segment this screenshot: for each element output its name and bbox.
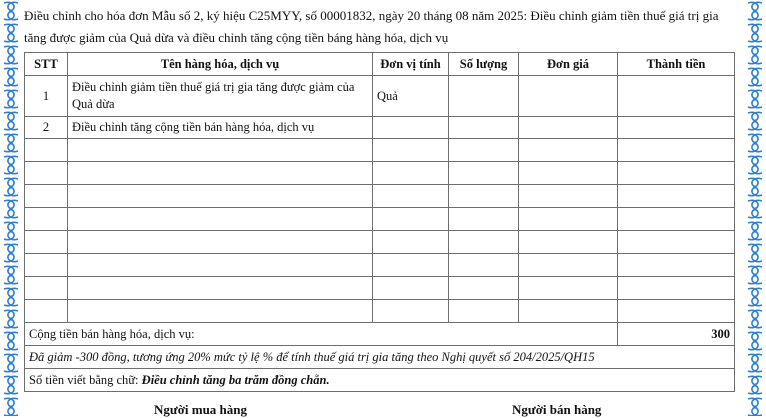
empty-table-row — [25, 277, 735, 300]
empty-cell — [25, 185, 68, 208]
cell-stt: 1 — [25, 76, 68, 117]
empty-cell — [618, 162, 735, 185]
empty-cell — [618, 231, 735, 254]
col-header-unit: Đơn vị tính — [373, 53, 449, 76]
total-value: 300 — [618, 323, 735, 346]
adjustment-description: Điều chỉnh cho hóa đơn Mẫu số 2, ký hiệu C25MYY, số 00001832, ngày 20 tháng 08 năm 2025: Điều chỉnh giảm tiền thuế giá trị gia tăng được giảm của Quả dừa và điều chỉnh tăng cộng tiền báng hàng hóa, dịch vụ — [24, 8, 719, 45]
empty-cell — [25, 231, 68, 254]
discount-row — [25, 346, 735, 369]
col-header-amount: Thành tiền — [618, 53, 735, 76]
empty-cell — [68, 162, 373, 185]
words-value: Điều chỉnh tăng ba trăm đồng chẵn. — [141, 372, 330, 387]
empty-cell — [449, 208, 519, 231]
decorative-border-left — [0, 0, 22, 416]
decorative-border-right — [744, 0, 766, 416]
empty-table-row — [25, 162, 735, 185]
cell-price — [519, 76, 618, 117]
empty-table-row — [25, 208, 735, 231]
total-row — [25, 323, 735, 346]
cell-name: Điều chỉnh tăng cộng tiền bán hàng hóa, dịch vụ — [68, 117, 373, 139]
empty-cell — [25, 277, 68, 300]
cell-amount — [618, 117, 735, 139]
cell-qty — [449, 76, 519, 117]
col-header-name: Tên hàng hóa, dịch vụ — [68, 53, 373, 76]
empty-cell — [449, 185, 519, 208]
empty-cell — [373, 139, 449, 162]
empty-cell — [25, 139, 68, 162]
table-row — [25, 117, 735, 139]
cell-price — [519, 117, 618, 139]
empty-cell — [25, 162, 68, 185]
empty-cell — [25, 208, 68, 231]
empty-cell — [449, 162, 519, 185]
empty-cell — [373, 300, 449, 323]
col-header-qty: Số lượng — [449, 53, 519, 76]
cell-unit: Quả — [373, 76, 449, 117]
amount-in-words-row — [25, 369, 735, 392]
col-header-price: Đơn giá — [519, 53, 618, 76]
empty-cell — [373, 185, 449, 208]
empty-cell — [449, 139, 519, 162]
empty-cell — [373, 162, 449, 185]
empty-cell — [68, 254, 373, 277]
empty-table-row — [25, 231, 735, 254]
empty-cell — [68, 231, 373, 254]
col-header-stt: STT — [25, 53, 68, 76]
empty-table-row — [25, 300, 735, 323]
table-header-row — [25, 53, 735, 76]
empty-cell — [68, 139, 373, 162]
buyer-signature-label: Người mua hàng — [154, 402, 248, 417]
empty-cell — [449, 300, 519, 323]
empty-cell — [449, 231, 519, 254]
total-label: Cộng tiền bán hàng hóa, dịch vụ: — [25, 323, 618, 346]
invoice-content — [23, 0, 734, 416]
empty-table-row — [25, 139, 735, 162]
empty-cell — [618, 300, 735, 323]
empty-cell — [519, 300, 618, 323]
empty-cell — [25, 254, 68, 277]
discount-note: Đã giảm -300 đồng, tương ứng 20% mức tỷ lệ % để tính thuế giá trị gia tăng theo Nghị quyết số 204/2025/QH15 — [25, 346, 735, 369]
empty-cell — [449, 277, 519, 300]
empty-cell — [68, 185, 373, 208]
empty-cell — [519, 208, 618, 231]
empty-cell — [519, 185, 618, 208]
empty-cell — [68, 300, 373, 323]
empty-cell — [618, 185, 735, 208]
cell-amount — [618, 76, 735, 117]
border-pattern-left-icon — [0, 0, 22, 416]
empty-cell — [519, 254, 618, 277]
empty-cell — [618, 208, 735, 231]
empty-table-row — [25, 254, 735, 277]
amount-in-words — [25, 369, 735, 392]
border-pattern-right-icon — [744, 0, 766, 416]
empty-cell — [373, 231, 449, 254]
empty-cell — [373, 208, 449, 231]
empty-cell — [618, 139, 735, 162]
cell-qty — [449, 117, 519, 139]
empty-cell — [68, 208, 373, 231]
cell-unit — [373, 117, 449, 139]
empty-cell — [373, 277, 449, 300]
cell-stt: 2 — [25, 117, 68, 139]
seller-signature-label: Người bán hàng — [512, 402, 602, 417]
empty-cell — [25, 300, 68, 323]
empty-cell — [373, 254, 449, 277]
words-label: Số tiền viết bằng chữ: — [29, 372, 139, 387]
empty-cell — [519, 231, 618, 254]
empty-cell — [449, 254, 519, 277]
empty-cell — [618, 277, 735, 300]
items-table — [24, 52, 735, 392]
empty-cell — [519, 162, 618, 185]
cell-name: Điều chỉnh giảm tiền thuế giá trị gia tăng được giảm của Quả dừa — [68, 76, 373, 117]
empty-cell — [519, 277, 618, 300]
empty-table-row — [25, 185, 735, 208]
empty-cell — [519, 139, 618, 162]
empty-cell — [68, 277, 373, 300]
table-row — [25, 76, 735, 117]
empty-cell — [618, 254, 735, 277]
